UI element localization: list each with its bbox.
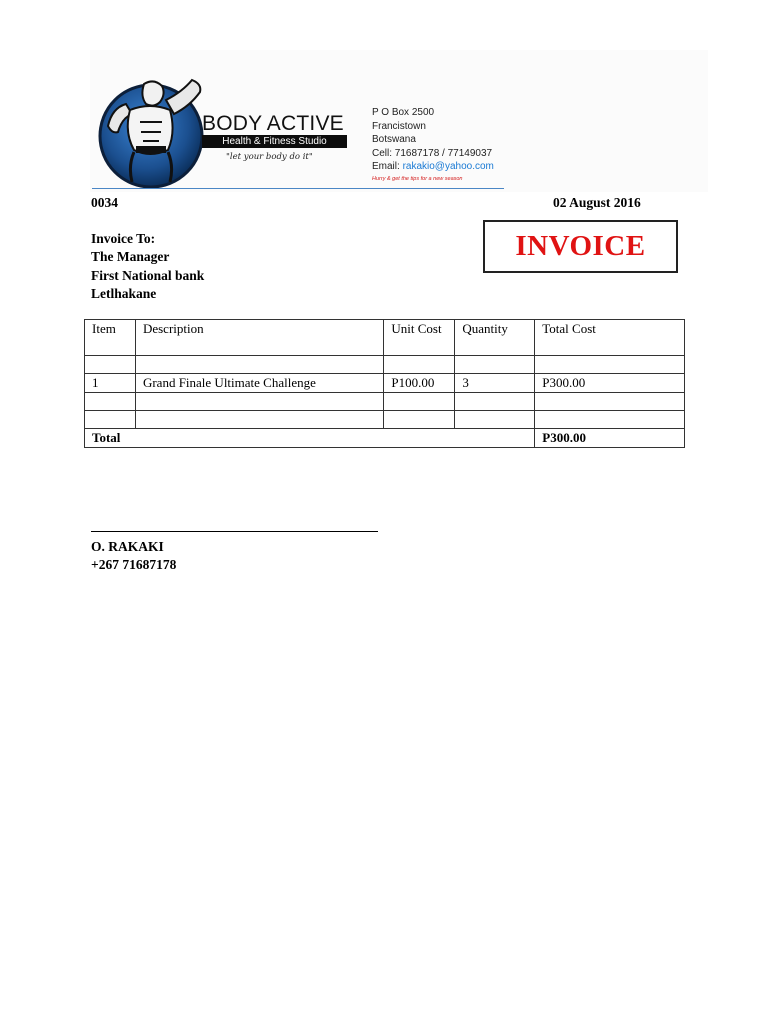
contact-email: [372, 160, 494, 174]
column-header-unit-cost: Unit Cost: [384, 320, 455, 356]
table-row: [85, 411, 685, 429]
cell-unit-cost: P100.00: [384, 374, 455, 393]
cell-total-cost: [535, 356, 685, 374]
cell-quantity: [455, 356, 535, 374]
invoice-title: INVOICE: [515, 230, 646, 262]
table-row: [85, 356, 685, 374]
bill-to: [91, 230, 204, 303]
cell-description: [135, 356, 383, 374]
brand-logo: [96, 74, 356, 190]
bill-to-line: First National bank: [91, 267, 205, 283]
table-row: [85, 374, 685, 393]
cell-quantity: 3: [455, 374, 535, 393]
cell-unit-cost: [384, 393, 455, 411]
invoice-title-box: [483, 220, 678, 273]
column-header-quantity: Quantity: [455, 320, 535, 356]
column-header-description: Description: [135, 320, 383, 356]
contact-note: Hurry & get the tips for a new season: [372, 175, 463, 182]
items-table: [84, 319, 685, 448]
cell-description: Grand Finale Ultimate Challenge: [135, 374, 383, 393]
cell-item: [85, 356, 136, 374]
contact-email-link[interactable]: rakakio@yahoo.com: [402, 161, 494, 172]
bill-to-line: The Manager: [91, 249, 170, 265]
cell-item: 1: [85, 374, 136, 393]
cell-item: [85, 393, 136, 411]
column-header-item: Item: [85, 320, 136, 356]
cell-total-cost: [535, 393, 685, 411]
cell-item: [85, 411, 136, 429]
total-label: Total: [85, 429, 535, 448]
table-row: [85, 393, 685, 411]
table-header-row: [85, 320, 685, 356]
bill-to-heading: Invoice To:: [91, 231, 156, 246]
signer-name: O. RAKAKI: [91, 539, 164, 554]
contact-po-box: P O Box 2500: [372, 107, 435, 118]
bill-to-line: Letlhakane: [91, 285, 157, 301]
brand-subtitle: Health & Fitness Studio: [202, 135, 347, 148]
brand-name: BODY ACTIVE: [202, 112, 344, 135]
table-total-row: [85, 429, 685, 448]
column-header-total-cost: Total Cost: [535, 320, 685, 356]
invoice-number: 0034: [91, 195, 118, 210]
cell-quantity: [455, 393, 535, 411]
cell-unit-cost: [384, 411, 455, 429]
cell-total-cost: P300.00: [535, 374, 685, 393]
bodybuilder-emblem-icon: [96, 74, 206, 190]
cell-description: [135, 393, 383, 411]
contact-email-label: Email:: [372, 161, 403, 172]
letterhead-divider: [92, 188, 504, 189]
signer-phone: +267 71687178: [91, 557, 177, 572]
contact-city: Francistown: [372, 120, 426, 132]
signature-line: [91, 531, 378, 532]
contact-country: Botswana: [372, 134, 416, 145]
brand-tagline: "let your body do it": [226, 152, 313, 162]
invoice-date: 02 August 2016: [553, 195, 641, 210]
cell-description: [135, 411, 383, 429]
cell-total-cost: [535, 411, 685, 429]
contact-block: [372, 106, 494, 184]
total-value: P300.00: [535, 429, 685, 448]
contact-cell: Cell: 71687178 / 77149037: [372, 147, 493, 159]
cell-unit-cost: [384, 356, 455, 374]
cell-quantity: [455, 411, 535, 429]
signer-block: [91, 538, 176, 574]
